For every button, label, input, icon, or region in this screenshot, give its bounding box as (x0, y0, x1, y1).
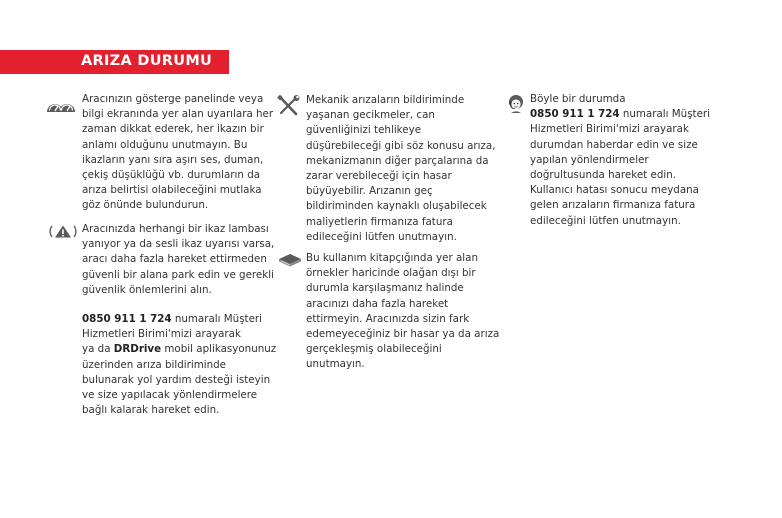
unusual-situation-paragraph (306, 251, 499, 373)
roadside-assistance-paragraph (82, 312, 276, 418)
text-line: aracı daha fazla hareket ettirmeden (82, 253, 267, 266)
warning-triangle-icon (48, 224, 78, 239)
text-line (82, 342, 276, 357)
text-line: yaşanan gecikmeler, can (306, 109, 435, 122)
text-line: Hizmetleri Birimi'mizi arayarak (82, 328, 241, 341)
text-line: büyüyebilir. Arızanın geç (306, 185, 433, 198)
text-line: yapılan yönlendirmeler (530, 153, 649, 166)
text-line (530, 107, 710, 122)
text-line: mekanizmanın diğer parçalarına da (306, 154, 489, 167)
text-line: güvenliğinizi tehlikeye (306, 124, 422, 137)
text-line: doğrultusunda hareket edin. (530, 169, 677, 182)
text-line: örnekler haricinde olağan dışı bir (306, 267, 476, 280)
text-line: göz önünde bulundurun. (82, 199, 209, 212)
text-line: aracınızı daha fazla hareket (306, 297, 449, 310)
text-line: anlamı olduğunu unutmayın. Bu (82, 138, 248, 151)
text-line: maliyetlerin firmanıza fatura (306, 215, 453, 228)
phone-number: 0850 911 1 724 (530, 108, 620, 121)
call-center-agent-icon (506, 94, 526, 114)
text-line: Aracınızda herhangi bir ikaz lambası (82, 223, 269, 235)
warning-lamp-paragraph (82, 222, 274, 298)
text-line: edileceğini lütfen unutmayın. (306, 230, 457, 243)
text-line: durumdan haberdar edin ve size (530, 138, 698, 151)
text-line: Kullanıcı hatası sonucu meydana (530, 184, 699, 197)
text-line: ettirmeyin. Aracınızda sizin fark (306, 312, 470, 325)
text-line (82, 312, 276, 327)
text-line: çekiş düşüklüğü vb. durumların da (82, 169, 261, 182)
book-icon (278, 253, 302, 267)
text-fragment: ya da (82, 343, 114, 356)
text-line: Böyle bir durumda (530, 93, 626, 105)
section-header-banner (0, 50, 229, 74)
text-line: gelen arızaların firmanıza fatura (530, 199, 696, 212)
text-line: Aracınızın gösterge panelinde veya (82, 93, 264, 105)
text-line: güvenlik önlemlerini alın. (82, 283, 212, 296)
text-line: yanıyor ya da sesli ikaz uyarısı varsa, (82, 238, 275, 251)
gauge-warnings-paragraph (82, 92, 273, 214)
text-fragment: numaralı Müşteri (619, 108, 711, 121)
text-line: Bu kullanım kitapçığında yer alan (306, 252, 478, 264)
text-line: ikazların yanı sıra aşırı ses, duman, (82, 153, 264, 166)
gauge-icon (45, 96, 77, 114)
text-line: edileceğini lütfen unutmayın. (530, 214, 681, 227)
text-line: durumla karşılaşmanız halinde (306, 282, 464, 295)
section-title: ARIZA DURUMU (81, 53, 213, 69)
text-line: üzerinden arıza bildiriminde (82, 358, 226, 371)
wrench-screwdriver-icon (276, 95, 300, 117)
phone-number: 0850 911 1 724 (82, 313, 172, 325)
text-line: düşürebileceği gibi söz konusu arıza, (306, 139, 496, 152)
text-line: arıza belirtisi olabileceğini mutlaka (82, 184, 262, 197)
text-line: Mekanik arızaların bildiriminde (306, 94, 465, 106)
user-error-paragraph (530, 92, 710, 229)
text-line: zarar verebileceği için hasar (306, 170, 452, 183)
text-line: bilgi ekranında yer alan uyarılara her (82, 108, 274, 121)
text-line: Hizmetleri Birimi'mizi arayarak (530, 123, 689, 136)
text-line: bağlı kalarak hareket edin. (82, 404, 220, 417)
text-fragment: mobil aplikasyonunuz (161, 343, 277, 356)
text-line: bildiriminden kaynaklı oluşabilecek (306, 200, 487, 213)
text-line: ve size yapılacak yönlendirmelere (82, 389, 258, 402)
mechanical-failure-paragraph (306, 93, 495, 245)
text-fragment: numaralı Müşteri (171, 313, 263, 325)
app-name: DRDrive (113, 343, 162, 356)
text-line: edemeyeceğiniz bir hasar ya da arıza (306, 328, 500, 341)
text-line: güvenli bir alana park edin ve gerekli (82, 268, 274, 281)
text-line: unutmayın. (306, 358, 365, 371)
text-line: bulunarak yol yardım desteği isteyin (82, 373, 271, 386)
text-line: gerçekleşmiş olabileceğini (306, 343, 442, 356)
text-line: zaman dikkat ederek, her ikazın bir (82, 123, 264, 136)
